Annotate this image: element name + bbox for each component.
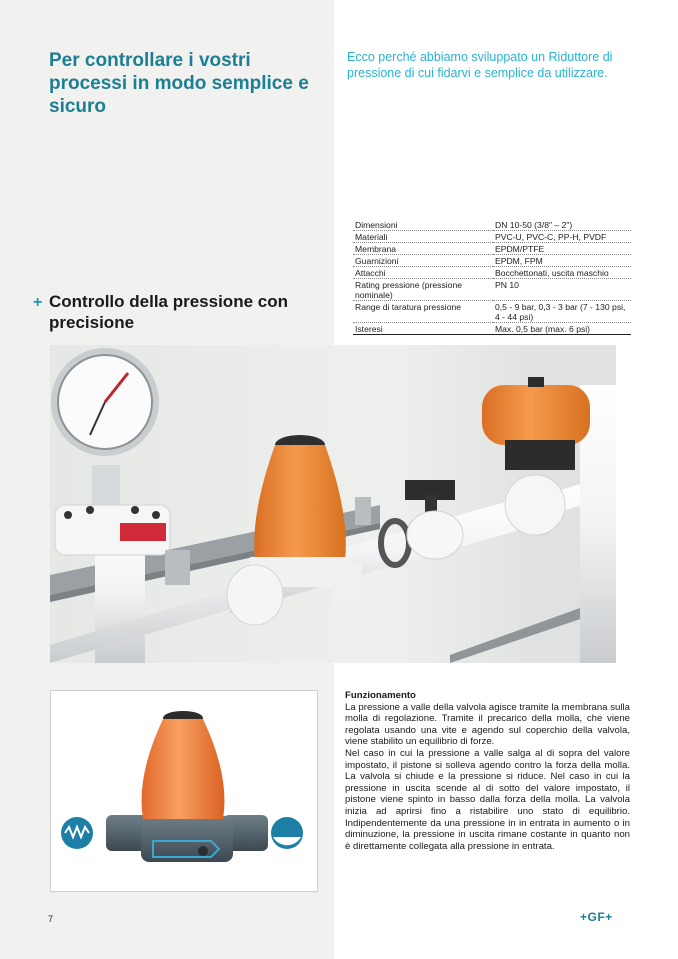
spec-key: Dimensioni: [353, 219, 493, 231]
intro-text: Ecco perché abbiamo sviluppato un Riduttore di pressione di cui fidarvi e semplice da utilizzare.: [347, 50, 613, 80]
brand-logo: +GF+: [580, 910, 613, 924]
body-paragraph: La pressione a valle della valvola agisce tramite la membrana sulla molla di regolazione. Tramite il precarico della molla, che viene regolata usando una vite e agendo sul coperchio della valvola, viene stabilito un equilibrio di forze.: [345, 701, 630, 748]
spec-key: Membrana: [353, 243, 493, 255]
body-paragraph: Nel caso in cui la pressione a valle salga al di sopra del valore impostato, il pistone si solleva agendo contro la forza della molla. La valvola si chiude e la pressione si riduce. Nel caso in cui la pressione in uscita scende al di sotto del valore impostato, il pistone viene spinto in basso dalla forza della molla. La valvola inizia ad aprirsi fino a ristabilire uno stato di equilibrio. Indipendentemente da una pressione in in entrata in aumento o in diminuzione, la pressione in uscita rimane costante in quanto non è direttamente collegata alla pressione in entrata.: [345, 747, 630, 852]
spec-key: Guarnizioni: [353, 255, 493, 267]
spec-row: [353, 219, 631, 231]
section-heading: [33, 291, 323, 333]
spec-value: PN 10: [493, 279, 631, 301]
body-heading: Funzionamento: [345, 690, 416, 701]
spec-value: EPDM, FPM: [493, 255, 631, 267]
spec-row: [353, 231, 631, 243]
installation-photo: [50, 345, 616, 663]
spec-row: [353, 279, 631, 301]
spec-row: [353, 301, 631, 323]
spec-key: Attacchi: [353, 267, 493, 279]
product-illustration: [50, 690, 318, 892]
spec-key: Materiali: [353, 231, 493, 243]
spec-value: Bocchettonati, uscita maschio: [493, 267, 631, 279]
spec-key: Rating pressione (pressione nominale): [353, 279, 493, 301]
spec-row: [353, 267, 631, 279]
page-title: Per controllare i vostri processi in modo semplice e sicuro: [49, 50, 309, 117]
spec-value: Max. 0,5 bar (max. 6 psi): [493, 323, 631, 335]
spec-row: [353, 323, 631, 335]
spec-key: Range di taratura pressione: [353, 301, 493, 323]
spec-value: 0,5 - 9 bar, 0,3 - 3 bar (7 - 130 psi, 4 - 44 psi): [493, 301, 631, 323]
plus-icon: +: [33, 294, 43, 311]
spec-row: [353, 255, 631, 267]
spec-value: PVC-U, PVC-C, PP-H, PVDF: [493, 231, 631, 243]
body-copy: [345, 690, 630, 852]
spec-value: DN 10-50 (3/8" – 2"): [493, 219, 631, 231]
section-heading-text: Controllo della pressione con precisione: [49, 292, 288, 332]
spec-key: Isteresi: [353, 323, 493, 335]
pipework-illustration: [50, 345, 616, 663]
page-number: 7: [48, 914, 54, 924]
spec-value: EPDM/PTFE: [493, 243, 631, 255]
spec-table: [353, 219, 631, 335]
spec-row: [353, 243, 631, 255]
valve-cutaway-illustration: [51, 691, 317, 891]
